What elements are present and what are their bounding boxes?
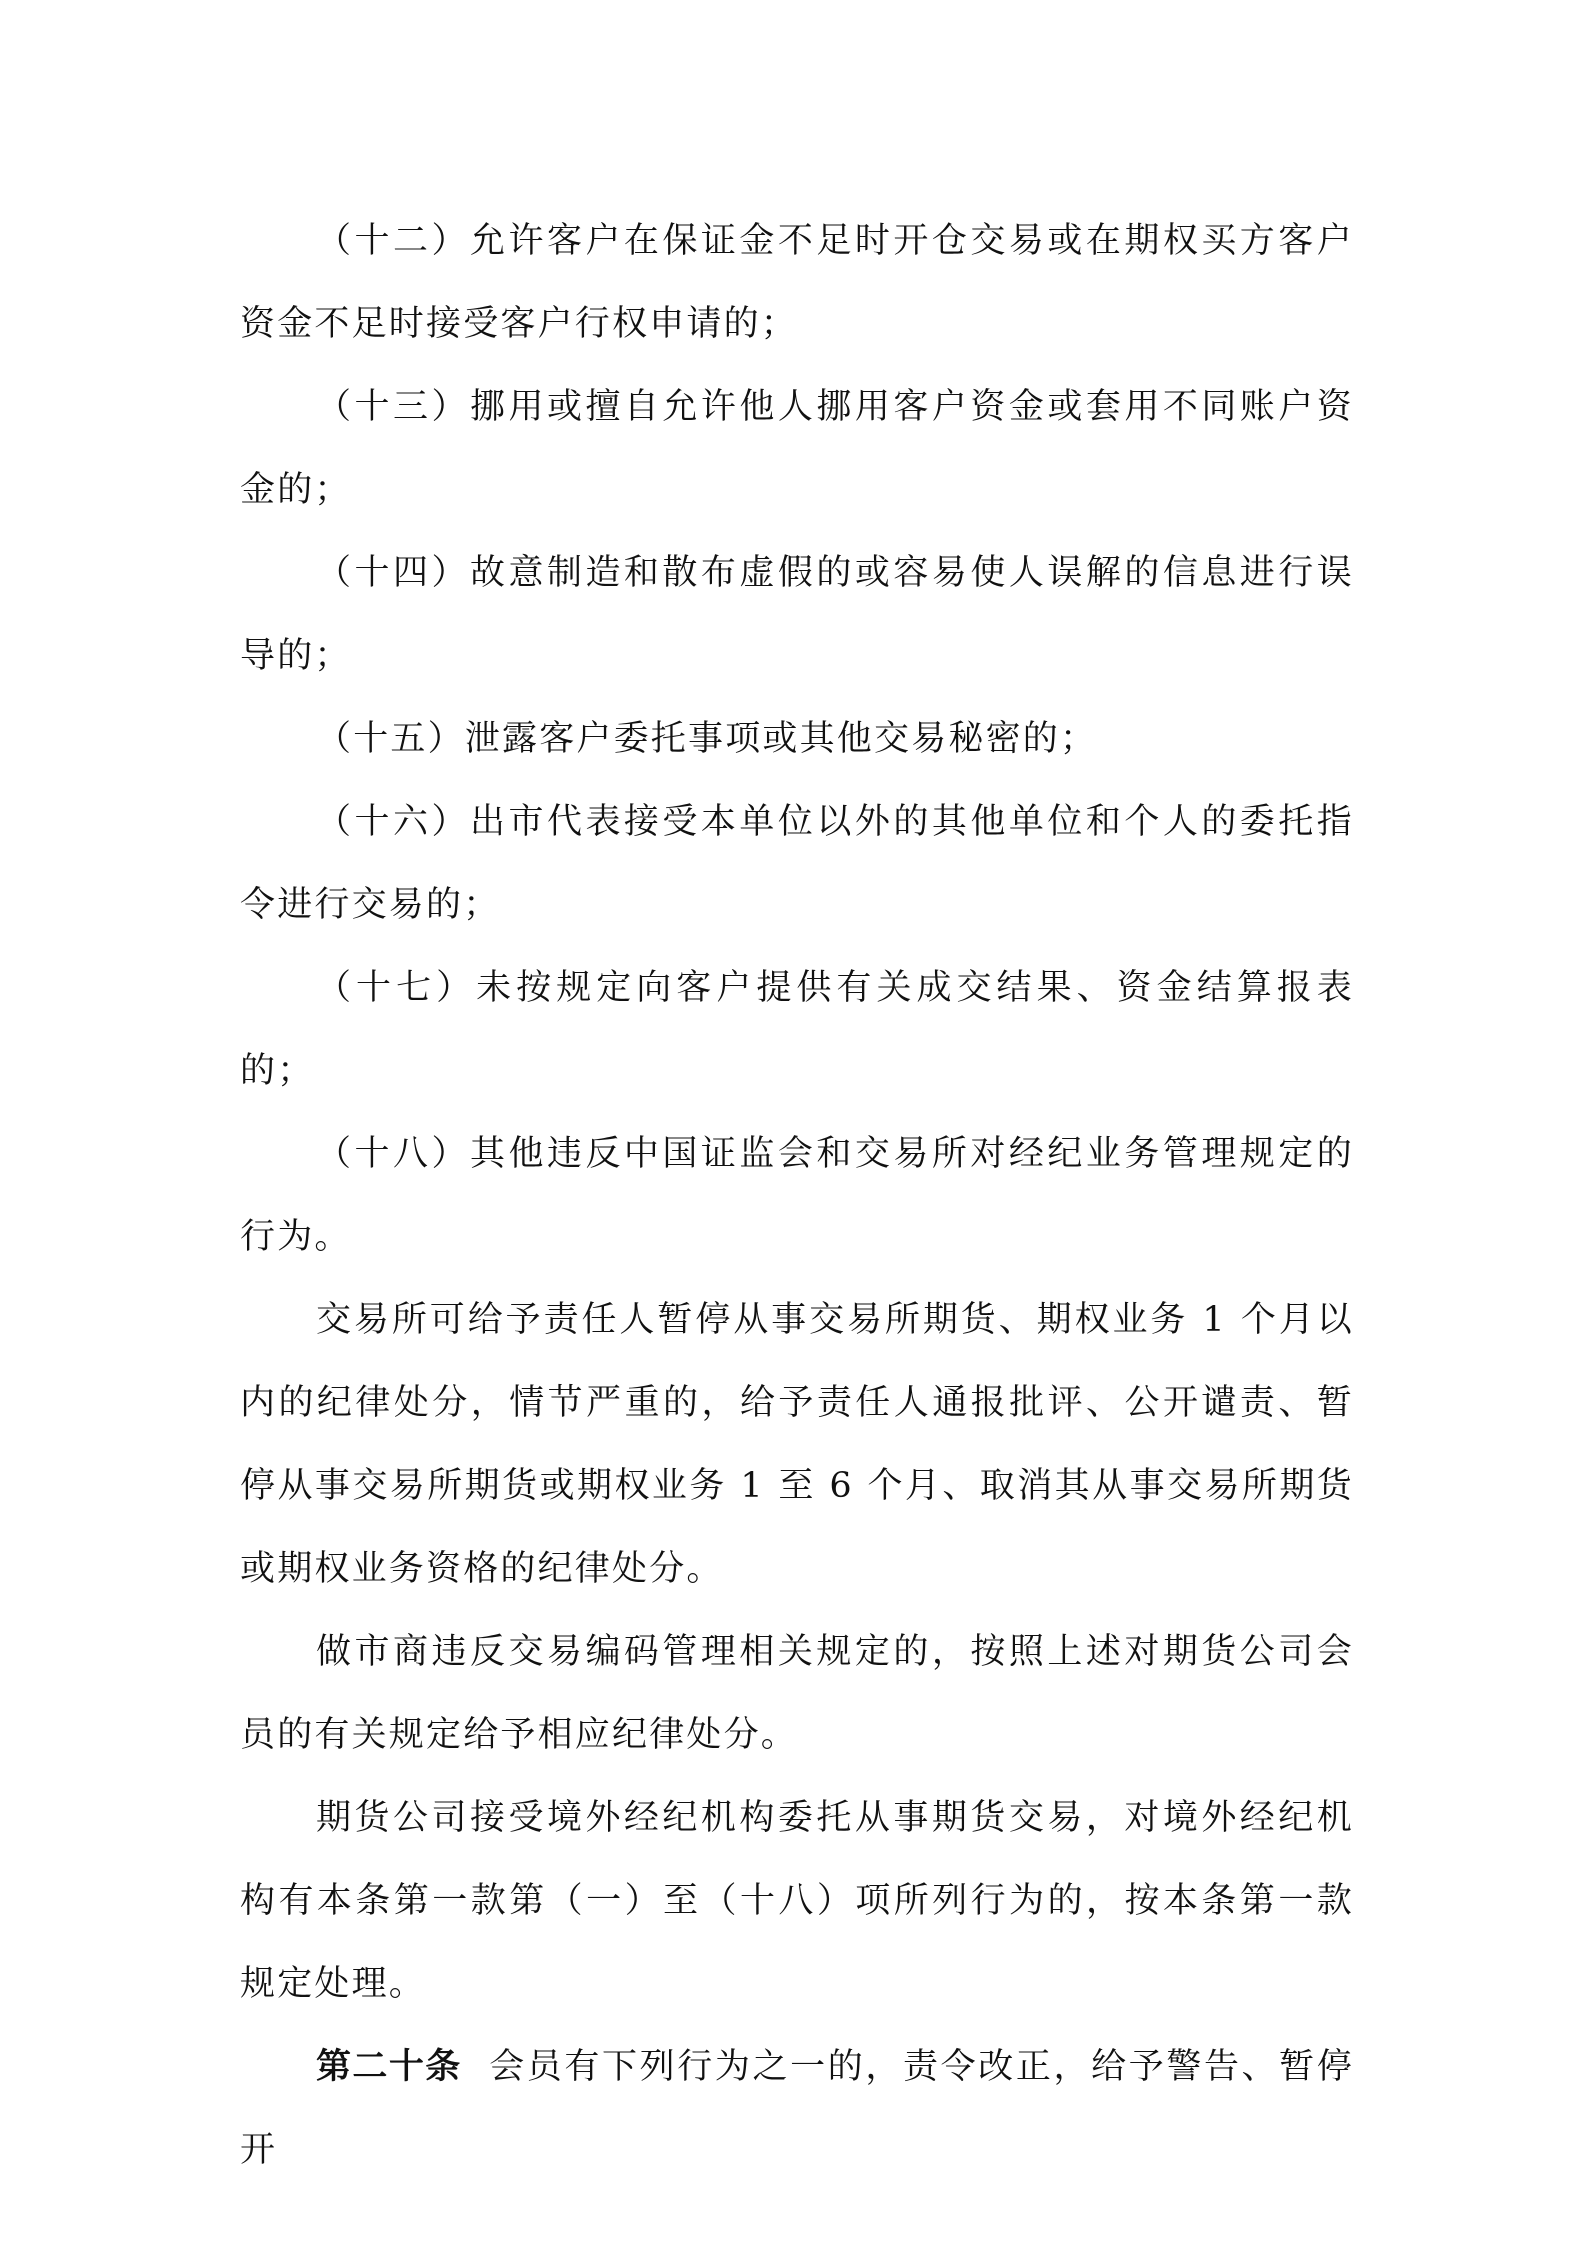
- document-body: [240, 200, 1354, 2192]
- list-item-16: （十六）出市代表接受本单位以外的其他单位和个人的委托指令进行交易的；: [240, 802, 1354, 925]
- market-maker-paragraph: 做市商违反交易编码管理相关规定的，按照上述对期货公司会员的有关规定给予相应纪律处分。: [240, 1632, 1354, 1755]
- list-item-15: （十五）泄露客户委托事项或其他交易秘密的；: [316, 719, 1098, 759]
- overseas-broker-paragraph: 期货公司接受境外经纪机构委托从事期货交易，对境外经纪机构有本条第一款第（一）至（十八）项所列行为的，按本条第一款规定处理。: [240, 1798, 1354, 2004]
- list-item-18: （十八）其他违反中国证监会和交易所对经纪业务管理规定的行为。: [240, 1134, 1354, 1257]
- list-item-17: （十七）未按规定向客户提供有关成交结果、资金结算报表的；: [240, 968, 1354, 1091]
- penalty-paragraph: 交易所可给予责任人暂停从事交易所期货、期权业务 1 个月以内的纪律处分，情节严重的，给予责任人通报批评、公开谴责、暂停从事交易所期货或期权业务 1 至 6 个月、取消其从事交易所期货或期权业务资格的纪律处分。: [240, 1300, 1354, 1589]
- article-20-spacer: [462, 2047, 490, 2087]
- list-item-13: （十三）挪用或擅自允许他人挪用客户资金或套用不同账户资金的；: [240, 387, 1354, 510]
- article-20-heading: 第二十条: [316, 2047, 462, 2087]
- article-20-text: 会员有下列行为之一的，责令改正，给予警告、暂停开: [240, 2047, 1354, 2170]
- list-item-14: （十四）故意制造和散布虚假的或容易使人误解的信息进行误导的；: [240, 553, 1354, 676]
- list-item-12: （十二）允许客户在保证金不足时开仓交易或在期权买方客户资金不足时接受客户行权申请的；: [240, 221, 1354, 344]
- article-20-paragraph: [240, 2026, 1354, 2192]
